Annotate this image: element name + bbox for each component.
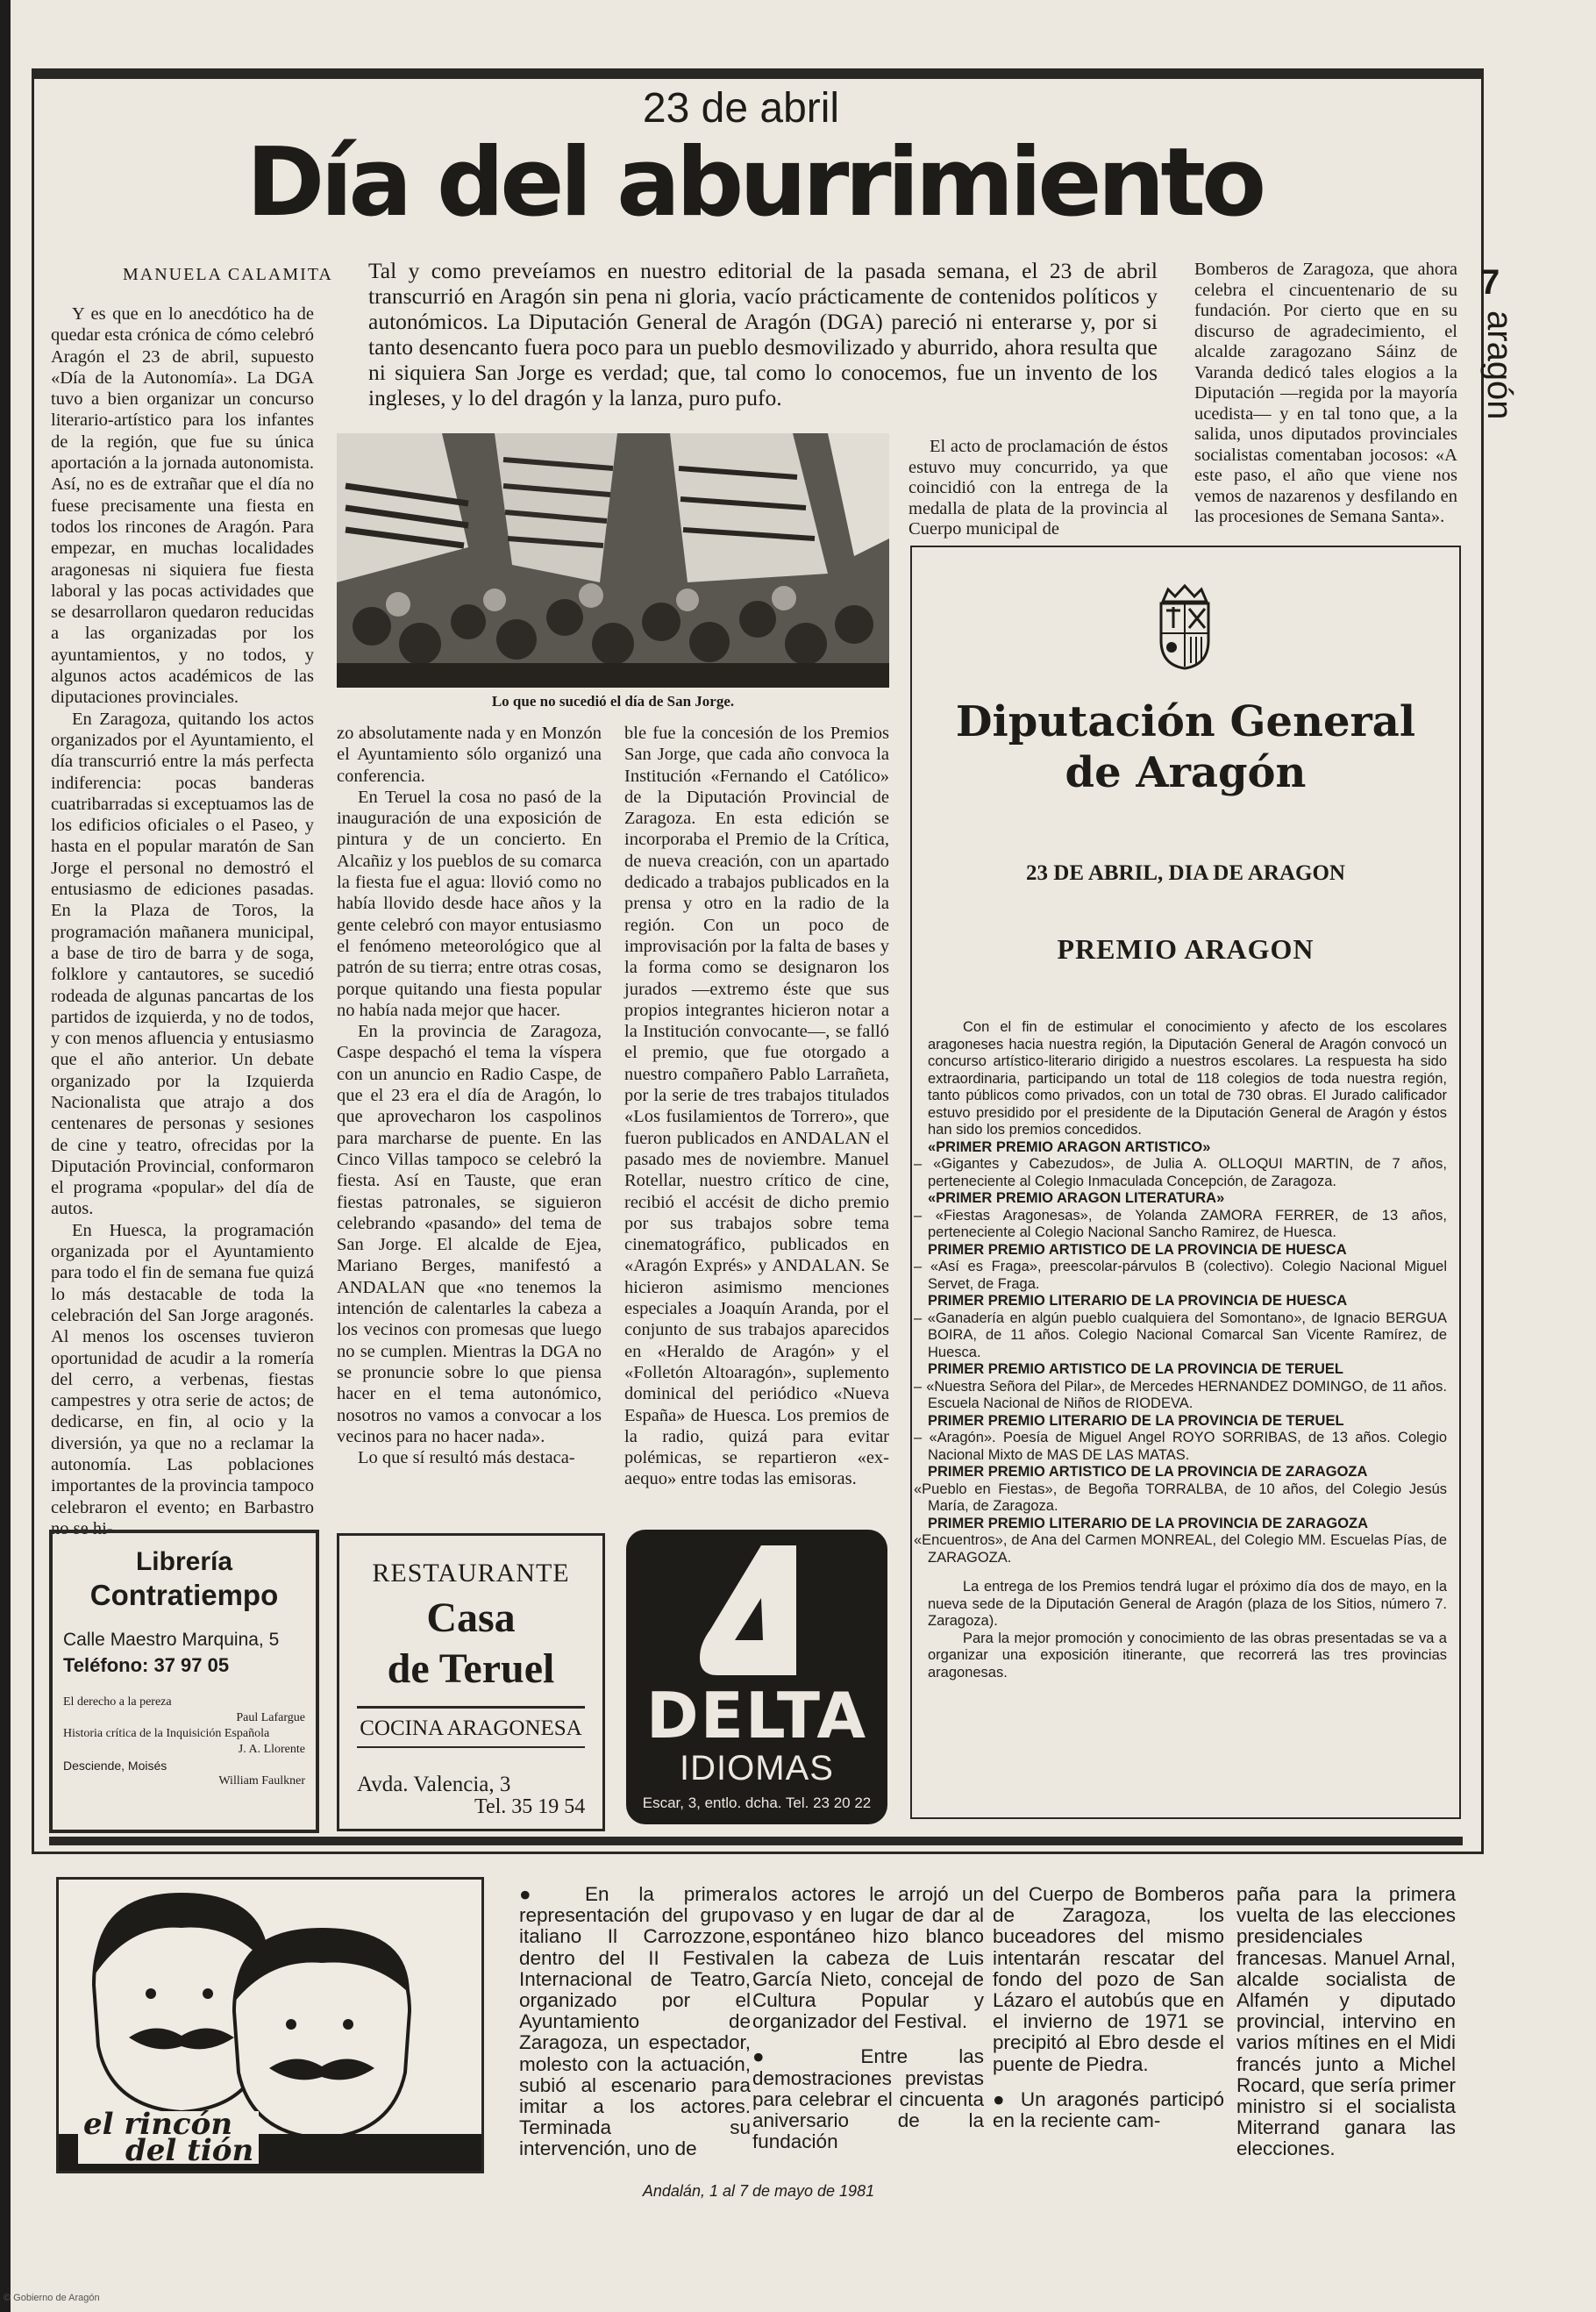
- article-column-2: [337, 723, 602, 1468]
- libreria-books: [63, 1695, 305, 1789]
- award-title: PREMIO ARAGON: [1057, 933, 1315, 965]
- ad-delta-idiomas: [626, 1530, 887, 1824]
- ad-libreria-contratiempo: [49, 1530, 319, 1833]
- paragraph: Lo que sí resultó más destaca-: [358, 1448, 575, 1468]
- page-number: 7: [1480, 263, 1500, 302]
- divider: [357, 1746, 585, 1748]
- ad-restaurante-casa-de-teruel: [337, 1533, 605, 1831]
- scan-left-edge: [0, 0, 11, 2312]
- paragraph: En la provincia de Zaragoza, Caspe despachó el tema la víspera con un anuncio en Radio Caspe, de que el 23 era el día de Aragón, lo que aprovecharon los caspolinos para marcharse de puente. En las Cinco Villas tampoco se celebró la fiesta. Así en Tauste, que eran fiestas patronales, se siguieron celebrando «pasando» del tema de San Jorge. El alcalde de Ejea, Mariano Berges, manifestó a ANDALAN que «no tenemos la intención de calentarles la cabeza a los vecinos con promesas que luego no se cumplen. Mientras la DGA no se pronuncie sobre lo que piensa hacer en el tema autonómico, nosotros no vamos a convocar a los vecinos para no hacer nada».: [337, 1022, 602, 1446]
- restaurant-name-1: Casa: [426, 1595, 516, 1641]
- libreria-address: Calle Maestro Marquina, 5: [63, 1630, 280, 1650]
- libreria-phone: Teléfono: 37 97 05: [63, 1654, 230, 1676]
- rincon-item: paña para la primera vuelta de las elecciones presidenciales francesas. Manuel Arnal, alcalde socialista de Alfamén y diputado provincial, intervino en varios mítines en el Midi francés junto a Michel Rocard, que sería primer ministro si el socialista Miterrand ganara las elecciones.: [1236, 1883, 1456, 2160]
- prize-heading: PRIMER PREMIO ARTISTICO DE LA PROVINCIA DE TERUEL: [928, 1361, 1343, 1377]
- headline: Día del aburrimiento: [246, 128, 1263, 238]
- prize-detail: – «Aragón». Poesía de Miguel Angel ROYO SORRIBAS, de 13 años. Colegio Nacional Mixto de MAS DE LAS MATAS.: [914, 1430, 1447, 1463]
- dga-closing-2: Para la mejor promoción y conocimiento de las obras presentadas se va a organizar una exposición itinerante, que recorrerá las tres provincias aragonesas.: [928, 1630, 1447, 1680]
- rincon-item: ● En la primera representación del grupo italiano Il Carrozzone, dentro del II Festival Internacional de Teatro, organizado por el Ayuntamiento de Zaragoza, un espectador, molesto con la actuación, subió al escenario para imitar a los actores. Terminada su intervención, uno de: [519, 1883, 751, 2160]
- paragraph: Y es que en lo anecdótico ha de quedar esta crónica de cómo celebró Aragón el 23 de abril, supuesto «Día de la Autonomía». La DGA tuvo a bien organizar un concurso literario-artístico para los infantes de la región, que fue su única aportación a la jornada autonomista. Así, no es de extrañar que el día no fuese precisamente una fiesta en todos los rincones de Aragón. Para empezar, en muchas localidades aragonesas ni siquiera fue fiesta laboral y las pocas actividades que se desarrollaron quedaron reducidas a las organizadas por los ayuntamientos, y no todos, y algunos actos académicos de las diputaciones provinciales.: [51, 304, 314, 708]
- section-name: aragón: [1480, 310, 1519, 420]
- libreria-name-1: Librería: [135, 1547, 233, 1576]
- article-column-3: [624, 723, 889, 1490]
- proclamation-text: El acto de proclamación de éstos estuvo muy concurrido, ya que coincidió con la entrega de la medalla de plata de la provincia al Cuerpo municipal de: [908, 437, 1168, 539]
- rincon-item: del Cuerpo de Bomberos de Zaragoza, los buceadores del mismo intentarán rescatar del fondo del pozo de San Lázaro el autobús que en el invierno de 1971 se precipitó al Ebro desde el puente de Piedra.: [993, 1883, 1224, 2075]
- restaurant-phone: Tel. 35 19 54: [474, 1795, 586, 1818]
- prize-detail: – «Gigantes y Cabezudos», de Julia A. OLLOQUI MARTIN, de 7 años, perteneciente al Colegio Inmaculada Concepción, de Zaragoza.: [914, 1156, 1447, 1189]
- prize-detail: – «Nuestra Señora del Pilar», de Mercedes HERNANDEZ DOMINGO, de 11 años. Escuela Nacional de Niños de RIODEVA.: [914, 1378, 1447, 1411]
- delta-sub: IDIOMAS: [680, 1749, 834, 1788]
- rincon-title: [78, 2107, 259, 2168]
- crowd-photo: [337, 433, 889, 688]
- page-tab: [1480, 263, 1533, 420]
- crowd-photo-image: [337, 433, 889, 688]
- restaurant-label: RESTAURANTE: [372, 1559, 570, 1588]
- rincon-item: ● Un aragonés participó en la reciente cam-: [993, 2087, 1224, 2132]
- section-date: 23 de abril: [642, 85, 840, 132]
- dga-announcement: [910, 546, 1461, 1819]
- libreria-name-2: Contratiempo: [89, 1579, 279, 1611]
- article-column-1: [51, 303, 314, 1539]
- prize-detail: – «Así es Fraga», preescolar-párvulos B (colectivo). Colegio Nacional Miguel Servet, de Fraga.: [914, 1259, 1447, 1292]
- prize-detail: – «Ganadería en algún pueblo cualquiera del Somontano», de Ignacio BERGUA BOIRA, de 11 años. Colegio Nacional Comarcal San Vicente Ramírez, de Huesca.: [914, 1309, 1447, 1360]
- firefighters-text: Bomberos de Zaragoza, que ahora celebra el cincuentenario de su fundación. Por cierto que en su discurso de agradecimiento, el alcalde zaragozano Sáinz de Varanda dedicó tales elogios a la Diputación —regida por la mayoría ucedista— y en tal tono que, a la salida, unos diputados provinciales socialistas comentaban jocosos: «A este paso, el año que viene nos vemos de nazarenos y desfilando en las procesiones de Semana Santa».: [1194, 260, 1457, 526]
- aragon-coat-of-arms-icon: [1156, 582, 1214, 670]
- prize-detail: – «Fiestas Aragonesas», de Yolanda ZAMORA FERRER, de 13 años, perteneciente al Colegio Nacional Sancho Ramirez, de Huesca.: [914, 1207, 1447, 1240]
- dga-title: [912, 696, 1459, 798]
- paragraph: zo absolutamente nada y en Monzón el Ayuntamiento sólo organizó una conferencia.: [337, 724, 602, 786]
- paragraph: ble fue la concesión de los Premios San Jorge, que cada año convoca la Institución «Fernando el Católico» de la Diputación Provincial de Zaragoza. En esta edición se incorporaba el Premio de la Crítica, de nueva creación, con un apartado dedicado a trabajos publicados en la prensa y otro en la radio de la región. Con un poco de improvisación por la falta de bases y la forma como se designaron los jurados —extremo éste que sus propios integrantes hicieron notar a la Institución convocante—, se falló el premio, que fue otorgado a nuestro compañero Pablo Larrañeta, por la serie de tres trabajos titulados «Los fusilamientos de Torrero», que fueron publicados en ANDALAN el pasado mes de noviembre. Manuel Rotellar, nuestro crítico de cine, recibió el accésit de dicho premio por sus trabajos sobre tema cinematográfico, publicados en «Aragón Exprés» y ANDALAN. Se hicieron asimismo menciones especiales a Joaquín Aranda, por el conjunto de sus trabajos aparecidos en «Heraldo de Aragón» y el «Folletón Altoaragón», suplemento dominical del periódico «Nueva España» de Huesca. Los premios de la radio, quizá para evitar polémicas, se repartieron «ex-aequo» entre todas las emisoras.: [624, 724, 889, 1489]
- byline: MANUELA CALAMITA: [123, 265, 333, 284]
- image-credit: © Gobierno de Aragón: [4, 2293, 100, 2303]
- prize-heading: PRIMER PREMIO LITERARIO DE LA PROVINCIA DE TERUEL: [928, 1412, 1344, 1429]
- rincon-column-4: [1236, 1884, 1456, 2160]
- rincon-column-1: [519, 1884, 751, 2160]
- prize-heading: «PRIMER PREMIO ARAGON ARTISTICO»: [928, 1138, 1211, 1155]
- restaurant-name-2: de Teruel: [387, 1645, 555, 1692]
- prize-heading: PRIMER PREMIO ARTISTICO DE LA PROVINCIA DE HUESCA: [928, 1241, 1347, 1258]
- prize-heading: PRIMER PREMIO ARTISTICO DE LA PROVINCIA DE ZARAGOZA: [928, 1464, 1368, 1480]
- dga-body: [914, 1019, 1447, 1681]
- dga-title-line1: Diputación General: [955, 697, 1416, 746]
- delta-address: Escar, 3, entlo. dcha. Tel. 23 20 22: [642, 1795, 872, 1811]
- book-title: Desciende, Moisés: [63, 1759, 167, 1773]
- paragraph: En Huesca, la programación organizada por el Ayuntamiento para todo el fin de semana fue quizá lo más destacable de toda la celebración del San Jorge aragonés. Al menos los oscenses tuvieron oportunidad de acudir a la romería del cerro, a verbenas, fiestas campestres y otra serie de actos; de dedicarse, en fin, al ocio y la diversión, ya que no a reclamar la autonomía. Las poblaciones importantes de la provincia tampoco celebraron el evento; en Barbastro no se hi-: [51, 1220, 314, 1538]
- dga-intro: Con el fin de estimular el conocimiento y afecto de los escolares aragoneses hacia nuestra región, la Diputación General de Aragón convocó un concurso artístico-literario dirigido a nuestros escolares. La respuesta ha sido extraordinaria, participando un total de 118 colegios de toda nuestra región, tanto públicos como privados, con un total de 730 obras. El Jurado calificador estuvo presidido por el presidente de la Diputación General de Aragón y éstos han sido los premios concedidos.: [928, 1019, 1447, 1138]
- restaurant-address: Avda. Valencia, 3: [357, 1773, 511, 1796]
- restaurant-tagline: COCINA ARAGONESA: [360, 1716, 582, 1740]
- prize-heading: PRIMER PREMIO LITERARIO DE LA PROVINCIA DE ZARAGOZA: [928, 1515, 1369, 1531]
- book-title: Historia crítica de la Inquisición Española: [63, 1727, 270, 1740]
- rincon-title-1: el rincón: [83, 2107, 233, 2142]
- prize-heading: «PRIMER PREMIO ARAGON LITERATURA»: [928, 1190, 1225, 1206]
- page-footer: Andalán, 1 al 7 de mayo de 1981: [642, 2182, 875, 2200]
- book-author: William Faulkner: [218, 1774, 305, 1788]
- book-author: J. A. Llorente: [238, 1743, 305, 1756]
- prize-detail: «Encuentros», de Ana del Carmen MONREAL, del Colegio MM. Escuelas Pías, de ZARAGOZA.: [914, 1532, 1447, 1566]
- rincon-column-2: [752, 1884, 984, 2152]
- photo-caption: Lo que no sucedió el día de San Jorge.: [491, 693, 735, 710]
- rincon-title-2: del tión: [125, 2133, 254, 2168]
- dga-subtitle: 23 DE ABRIL, DIA DE ARAGON: [1026, 861, 1345, 885]
- dga-closing-1: La entrega de los Premios tendrá lugar el próximo día dos de mayo, en la nueva sede de la Diputación General de Aragón (plaza de los Sitios, número 7. Zaragoza).: [928, 1579, 1447, 1629]
- dga-title-line2: de Aragón: [1065, 748, 1307, 797]
- book-author: Paul Lafargue: [236, 1711, 305, 1724]
- article-lede: Tal y como preveíamos en nuestro editorial de la pasada semana, el 23 de abril transcurrió en Aragón sin pena ni gloria, vacío prácticamente de contenidos políticos y autonómicos. La Diputación General de Aragón (DGA) pareció ni enterarse y, por si tanto desencanto fuera poco para un pueblo desmovilizado y aburrido, ahora resulta que ni siquiera San Jorge es verdad; que, tal como lo conocemos, fue un invento de los ingleses, y lo del dragón y la lanza, puro pufo.: [368, 258, 1158, 410]
- paragraph: En Teruel la cosa no pasó de la inauguración de una exposición de pintura y de un concierto. En Alcañiz y los pueblos de su comarca la fiesta fue el agua: llovió como no había llovido desde hace años y la gente celebró con mayor entusiasmo el fenómeno meteorológico que al patrón de su tierra; entre otras cosas, porque quitando una fiesta popular no había nada mejor que hacer.: [337, 787, 602, 1020]
- delta-name: DELTA: [645, 1679, 868, 1752]
- prize-heading: PRIMER PREMIO LITERARIO DE LA PROVINCIA DE HUESCA: [928, 1293, 1348, 1309]
- rincon-item: los actores le arrojó un vaso y en lugar de dar al espontáneo hizo blanco en la cabeza de Luis García Nieto, concejal de Cultura Popular y organizador del Festival.: [752, 1883, 984, 2033]
- rincon-column-3: [993, 1884, 1224, 2131]
- prize-detail: «Pueblo en Fiestas», de Begoña TORRALBA, de 10 años, del Colegio Jesús María, de Zaragoza.: [914, 1481, 1447, 1514]
- divider: [357, 1706, 585, 1709]
- section-divider: [49, 1837, 1463, 1845]
- rincon-item: ● Entre las demostraciones previstas para celebrar el cincuenta aniversario de la fundación: [752, 2045, 984, 2153]
- rincon-cartoon: [56, 1877, 484, 2173]
- book-title: El derecho a la pereza: [63, 1695, 172, 1709]
- paragraph: En Zaragoza, quitando los actos organizados por el Ayuntamiento, el día transcurrió entre la más perfecta indiferencia: pocas banderas cuatribarradas si exceptuamos las de los edificios oficiales o el Paseo, y hasta en el popular maratón de San Jorge el personal no demostró el entusiasmo de ediciones pasadas. En la Plaza de Toros, la programación mañanera municipal, a base de tiro de barra y de soga, folklore y cantautores, se sucedió rodeada de algunas pancartas de los partidos de izquierda, y no de todos, y con menos afluencia y entusiasmo que el año anterior. Un debate organizado por la Izquierda Nacionalista que atrajo a dos centenares de personas y sesiones de cine y teatro, ofrecidas por la Diputación Provincial, conformaron el programa «popular» del día de autos.: [51, 709, 314, 1219]
- delta-logo-icon: [700, 1545, 814, 1675]
